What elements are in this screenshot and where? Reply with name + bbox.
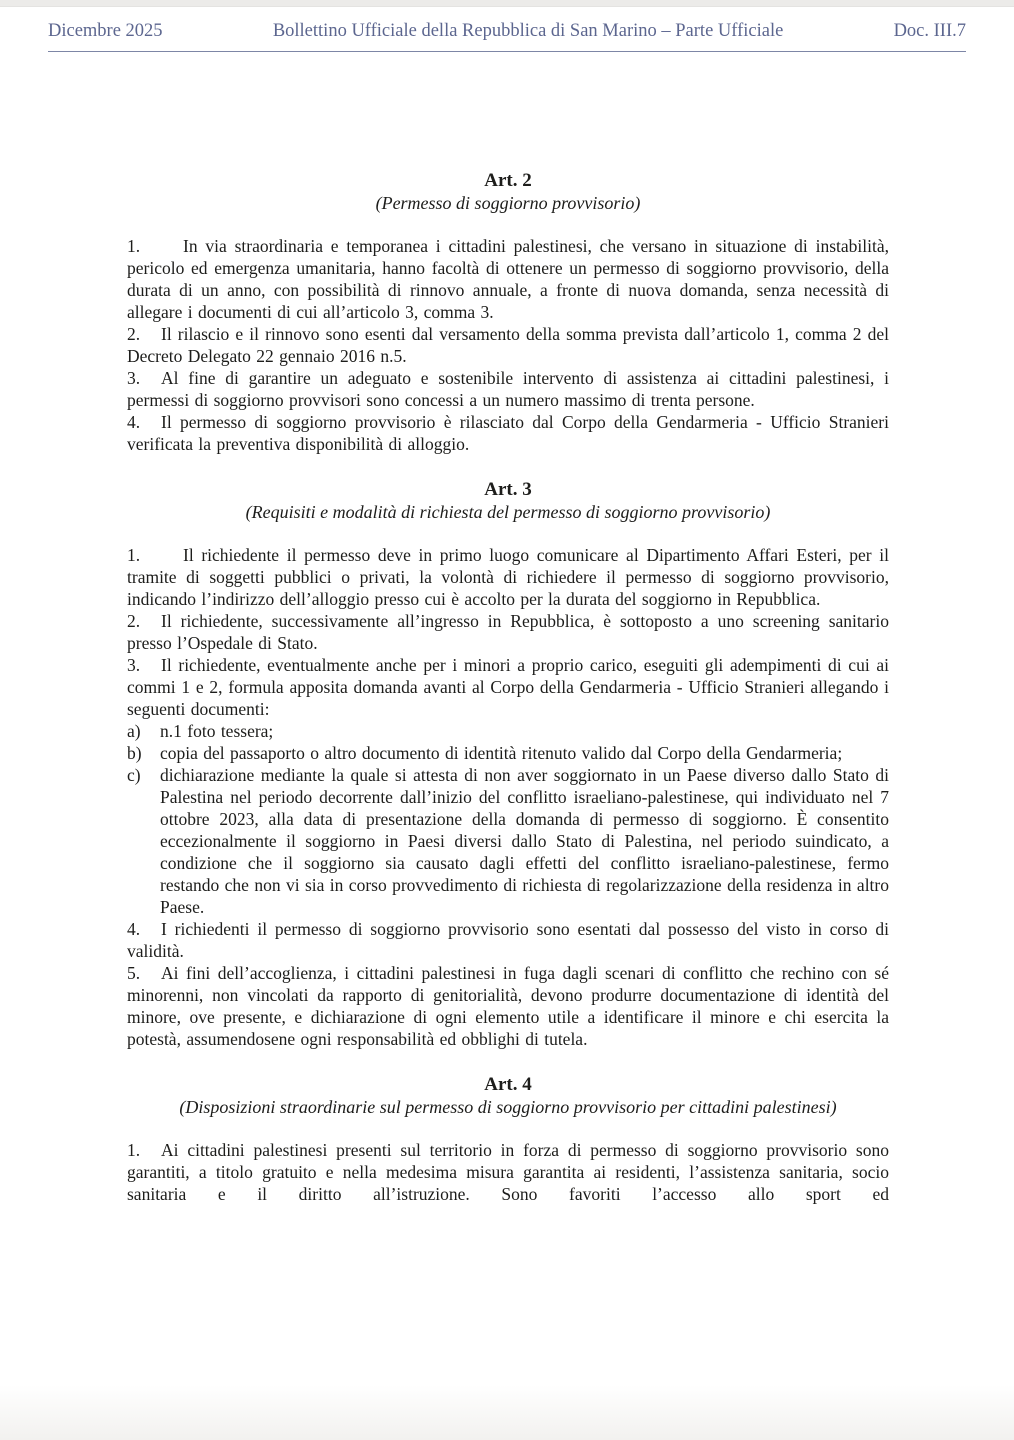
item-marker: 3. <box>127 368 141 388</box>
article-heading: Art. 2 <box>484 170 532 191</box>
item-text: Ai cittadini palestinesi presenti sul territorio in forza di permesso di soggiorno provvisorio sono garantiti, a titolo gratuito e nella medesima misura garantita ai residenti, l’assistenza sanitaria, socio sanitaria e il diritto all’istruzione. Sono favoriti l’accesso allo sport ed <box>127 1140 889 1204</box>
item-marker: 4. <box>127 919 141 939</box>
paragraph-item <box>127 654 889 720</box>
item-text: n.1 foto tessera; <box>160 721 274 741</box>
header-bulletin-title: Bollettino Ufficiale della Repubblica di San Marino – Parte Ufficiale <box>272 21 784 41</box>
document-content <box>0 52 1014 1205</box>
article-art-4 <box>127 1074 889 1205</box>
paragraph-item <box>127 918 889 962</box>
item-marker: 1. <box>127 1140 141 1160</box>
paragraph-item <box>127 962 889 1050</box>
item-marker: 2. <box>127 611 141 631</box>
paragraph-item <box>127 235 889 323</box>
item-marker: a) <box>127 721 141 741</box>
article-subtitle: (Permesso di soggiorno provvisorio) <box>375 193 641 213</box>
article-art-2 <box>127 170 889 455</box>
item-text: I richiedenti il permesso di soggiorno provvisorio sono esentati dal possesso del visto in corso di validità. <box>127 919 889 961</box>
item-marker: 1. <box>127 545 141 565</box>
header-date: Dicembre 2025 <box>48 21 163 41</box>
item-text: Il permesso di soggiorno provvisorio è rilasciato dal Corpo della Gendarmeria - Ufficio Stranieri verificata la preventiva disponibilità di alloggio. <box>127 412 889 454</box>
paragraph-item <box>127 764 889 918</box>
article-heading: Art. 4 <box>484 1074 532 1095</box>
item-text: Al fine di garantire un adeguato e sostenibile intervento di assistenza ai cittadini palestinesi, i permessi di soggiorno provvisori sono concessi a un numero massimo di trenta persone. <box>127 368 889 410</box>
item-marker: 3. <box>127 655 141 675</box>
item-text: copia del passaporto o altro documento di identità ritenuto valido dal Corpo della Gendarmeria; <box>160 743 843 763</box>
page-top-edge <box>0 0 1014 7</box>
item-text: Il richiedente, successivamente all’ingresso in Repubblica, è sottoposto a uno screening sanitario presso l’Ospedale di Stato. <box>127 611 889 653</box>
paragraph-item <box>127 544 889 610</box>
item-text: Ai fini dell’accoglienza, i cittadini palestinesi in fuga dagli scenari di conflitto che rechino con sé minorenni, non vincolati da rapporto di genitorialità, devono produrre documentazione di identità del minore, ove presente, e dichiarazione di ogni elemento utile a identificare il minore e chi esercita la potestà, assumendosene ogni responsabilità ed obblighi di tutela. <box>127 963 889 1049</box>
paragraph-item <box>127 720 889 742</box>
item-text: dichiarazione mediante la quale si attesta di non aver soggiornato in un Paese diverso dallo Stato di Palestina nel periodo decorrente dall’inizio del conflitto israeliano-palestinese, qui individuato nel 7 ottobre 2023, alla data di presentazione della domanda di permesso di soggiorno. È consentito eccezionalmente il soggiorno in Paesi diversi dallo Stato di Palestina, nel periodo suindicato, a condizione che il soggiorno sia causato dagli effetti del conflitto israeliano-palestinese, fermo restando che non vi sia in corso provvedimento di richiesta di regolarizzazione della residenza in altro Paese. <box>160 765 889 917</box>
paragraph-item <box>127 610 889 654</box>
article-subtitle: (Requisiti e modalità di richiesta del permesso di soggiorno provvisorio) <box>245 502 771 522</box>
paragraph-item <box>127 367 889 411</box>
item-text: Il richiedente, eventualmente anche per i minori a proprio carico, eseguiti gli adempimenti di cui ai commi 1 e 2, formula apposita domanda avanti al Corpo della Gendarmeria - Ufficio Stranieri allegando i seguenti documenti: <box>127 655 889 719</box>
paragraph-item <box>127 742 889 764</box>
item-marker: 2. <box>127 324 141 344</box>
item-text: In via straordinaria e temporanea i cittadini palestinesi, che versano in situazione di instabilità, pericolo ed emergenza umanitaria, hanno facoltà di ottenere un permesso di soggiorno provvisorio, della durata di un anno, con possibilità di rinnovo annuale, a fronte di nuova domanda, senza necessità di allegare i documenti di cui all’articolo 3, comma 3. <box>127 236 889 322</box>
paragraph-item <box>127 411 889 455</box>
paragraph-item <box>127 1139 889 1205</box>
item-marker: 4. <box>127 412 141 432</box>
item-text: Il rilascio e il rinnovo sono esenti dal versamento della somma prevista dall’articolo 1, comma 2 del Decreto Delegato 22 gennaio 2016 n.5. <box>127 324 889 366</box>
item-marker: c) <box>127 765 141 785</box>
item-text: Il richiedente il permesso deve in primo luogo comunicare al Dipartimento Affari Esteri, per il tramite di soggetti pubblici o privati, la volontà di richiedere il permesso di soggiorno provvisorio, indicando l’indirizzo dell’alloggio presso cui è accolto per la durata del soggiorno in Repubblica. <box>127 545 889 609</box>
article-subtitle: (Disposizioni straordinarie sul permesso di soggiorno provvisorio per cittadini palestinesi) <box>179 1097 837 1117</box>
item-marker: b) <box>127 743 142 763</box>
header-doc-number: Doc. III.7 <box>893 21 966 41</box>
page-header <box>0 7 1014 42</box>
article-heading: Art. 3 <box>484 479 532 500</box>
paragraph-item <box>127 323 889 367</box>
item-marker: 5. <box>127 963 141 983</box>
item-marker: 1. <box>127 236 141 256</box>
article-art-3 <box>127 479 889 1050</box>
page-bottom-edge <box>0 1385 1014 1440</box>
